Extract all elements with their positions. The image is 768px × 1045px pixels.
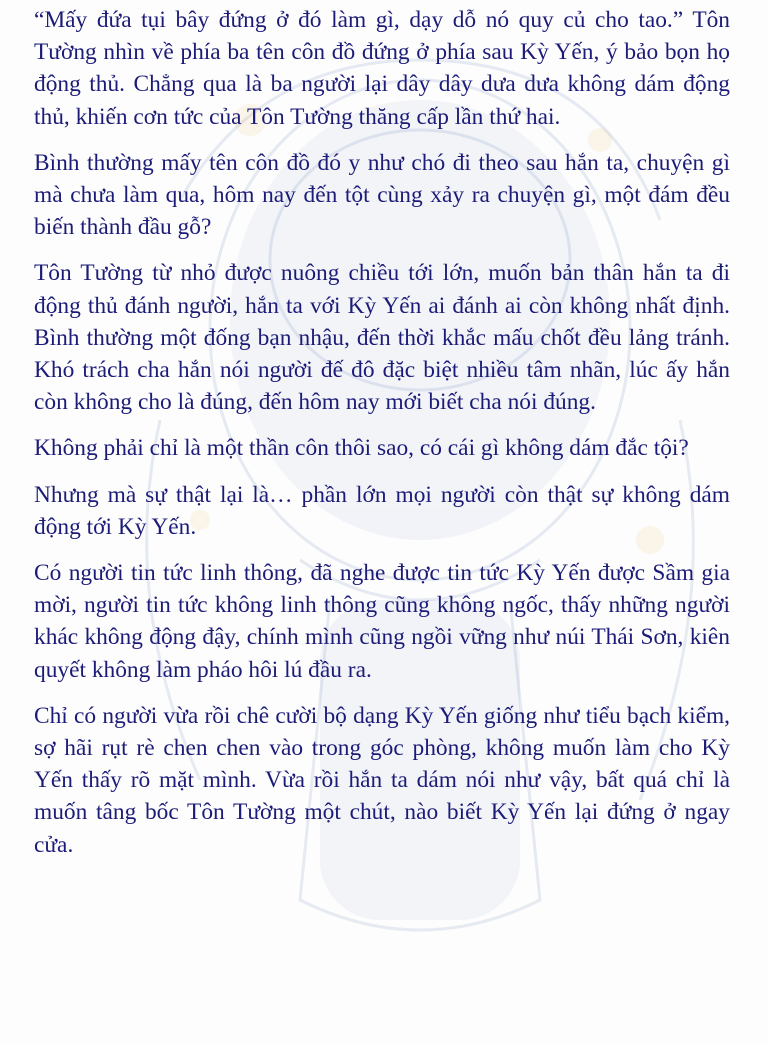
paragraph-7: Chỉ có người vừa rồi chê cười bộ dạng Kỳ Yến giống như tiểu bạch kiểm, sợ hãi rụt rè chen chen vào trong góc phòng, không muốn làm cho Kỳ Yến thấy rõ mặt mình. Vừa rồi hắn ta dám nói như vậy, bất quá chỉ là muốn tâng bốc Tôn Tường một chút, nào biết Kỳ Yến lại đứng ở ngay cửa. — [34, 702, 730, 858]
paragraph-5: Nhưng mà sự thật lại là… phần lớn mọi người còn thật sự không dám động tới Kỳ Yến. — [34, 481, 730, 540]
paragraph-1: “Mấy đứa tụi bây đứng ở đó làm gì, dạy dỗ nó quy củ cho tao.” Tôn Tường nhìn về phía ba tên côn đồ đứng ở phía sau Kỳ Yến, ý bảo bọn họ động thủ. Chẳng qua là ba người lại dây dây dưa dưa không dám động thủ, khiến cơn tức của Tôn Tường thăng cấp lần thứ hai. — [34, 7, 730, 130]
article-text — [34, 4, 730, 875]
paragraph-2: Bình thường mấy tên côn đồ đó y như chó đi theo sau hắn ta, chuyện gì mà chưa làm qua, hôm nay đến tột cùng xảy ra chuyện gì, một đám đều biến thành đầu gỗ? — [34, 149, 730, 241]
paragraph-6: Có người tin tức linh thông, đã nghe được tin tức Kỳ Yến được Sầm gia mời, người tin tức không linh thông cũng không ngốc, thấy những người khác không động đậy, chính mình cũng ngồi vững như núi Thái Sơn, kiên quyết không làm pháo hôi lú đầu ra. — [34, 560, 730, 683]
paragraph-4: Không phải chỉ là một thần côn thôi sao, có cái gì không dám đắc tội? — [34, 435, 689, 462]
paragraph-3: Tôn Tường từ nhỏ được nuông chiều tới lớn, muốn bản thân hắn ta đi động thủ đánh người, hắn ta với Kỳ Yến ai đánh ai còn không nhất định. Bình thường một đống bạn nhậu, đến thời khắc mấu chốt đều lảng tránh. Khó trách cha hắn nói người đế đô đặc biệt nhiều tâm nhãn, lúc ấy hắn còn không cho là đúng, đến hôm nay mới biết cha nói đúng. — [34, 260, 730, 416]
